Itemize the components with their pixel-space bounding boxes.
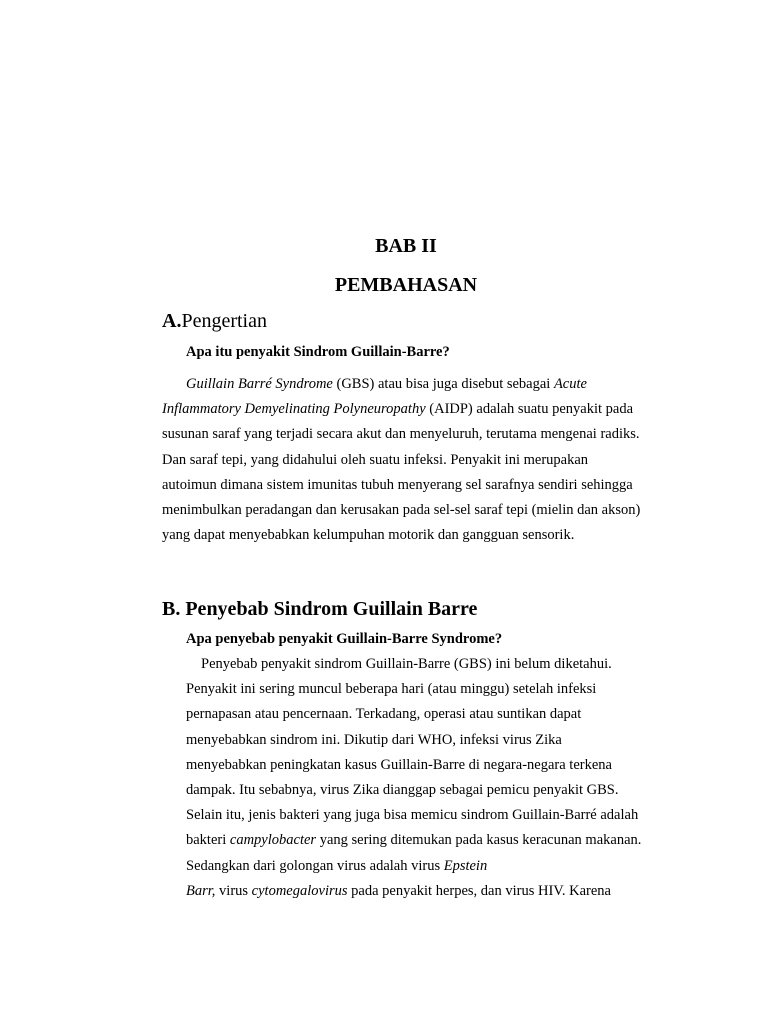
paragraph-line <box>186 677 641 702</box>
text-run: (AIDP) adalah suatu penyakit pada <box>425 401 634 418</box>
text-run: bakteri <box>186 832 230 849</box>
paragraph-line <box>186 753 641 778</box>
paragraph-line <box>162 523 640 548</box>
text-run: Penyakit ini sering muncul beberapa hari (atau minggu) setelah infeksi <box>186 681 597 698</box>
paragraph-line <box>162 498 640 523</box>
section-b-title: Penyebab Sindrom Guillain Barre <box>185 598 478 620</box>
section-a-letter: A. <box>162 310 182 332</box>
section-a-title: Pengertian <box>181 310 267 332</box>
paragraph-line <box>162 372 640 397</box>
paragraph-line <box>186 778 641 803</box>
italic-text: Guillain Barré Syndrome <box>186 376 333 392</box>
italic-text: campylobacter <box>229 832 317 849</box>
text-run: Dan saraf tepi, yang didahului oleh suatu infeksi. Penyakit ini merupakan <box>162 451 589 468</box>
section-a-question: Apa itu penyakit Sindrom Guillain-Barre? <box>186 344 450 360</box>
section-b-heading <box>162 596 477 622</box>
paragraph-line <box>162 473 640 498</box>
section-a-heading <box>162 308 267 334</box>
text-run: virus <box>215 882 252 899</box>
text-run: Sedangkan dari golongan virus adalah virus <box>186 857 444 874</box>
text-run: (GBS) atau bisa juga disebut sebagai <box>332 376 554 392</box>
italic-text: Acute <box>553 376 587 392</box>
text-run: yang dapat menyebabkan kelumpuhan motorik dan gangguan sensorik. <box>162 527 575 544</box>
text-run: menimbulkan peradangan dan kerusakan pada sel-sel saraf tepi (mielin dan akson) <box>162 502 641 519</box>
chapter-number: BAB II <box>375 235 437 257</box>
section-b-letter: B. <box>162 598 181 620</box>
paragraph-line <box>162 448 640 473</box>
text-run: menyebabkan peningkatan kasus Guillain-Barre di negara-negara terkena <box>186 756 612 773</box>
text-run: yang sering ditemukan pada kasus keracunan makanan. <box>316 832 642 849</box>
paragraph-line <box>186 652 641 677</box>
paragraph-line <box>186 728 641 753</box>
text-run: dampak. Itu sebabnya, virus Zika dianggap sebagai pemicu penyakit GBS. <box>186 782 619 799</box>
italic-text: Barr, <box>186 882 216 899</box>
text-run: menyebabkan sindrom ini. Dikutip dari WHO, infeksi virus Zika <box>186 731 562 748</box>
text-run: pernapasan atau pencernaan. Terkadang, operasi atau suntikan dapat <box>186 706 582 723</box>
section-b-question: Apa penyebab penyakit Guillain-Barre Syndrome? <box>186 631 503 647</box>
paragraph-line <box>186 702 641 727</box>
italic-text: Epstein <box>443 857 488 874</box>
paragraph-line <box>186 879 641 904</box>
text-run: pada penyakit herpes, dan virus HIV. Karena <box>347 882 611 899</box>
paragraph-line <box>186 828 641 853</box>
italic-text: Inflammatory Demyelinating Polyneuropathy <box>162 401 426 418</box>
chapter-title: PEMBAHASAN <box>334 274 478 296</box>
paragraph-line <box>186 854 641 879</box>
paragraph-line <box>162 397 640 422</box>
text-run: Penyebab penyakit sindrom Guillain-Barre (GBS) ini belum diketahui. <box>201 656 612 672</box>
text-run: Selain itu, jenis bakteri yang juga bisa memicu sindrom Guillain-Barré adalah <box>186 807 639 824</box>
italic-text: cytomegalovirus <box>251 882 348 899</box>
text-run: autoimun dimana sistem imunitas tubuh menyerang sel sarafnya sendiri sehingga <box>162 476 633 493</box>
section-b-paragraph <box>186 652 641 904</box>
paragraph-line <box>162 422 640 447</box>
text-run: susunan saraf yang terjadi secara akut dan menyeluruh, terutama mengenai radiks. <box>162 426 640 443</box>
paragraph-line <box>186 803 641 828</box>
section-a-paragraph <box>162 372 640 548</box>
